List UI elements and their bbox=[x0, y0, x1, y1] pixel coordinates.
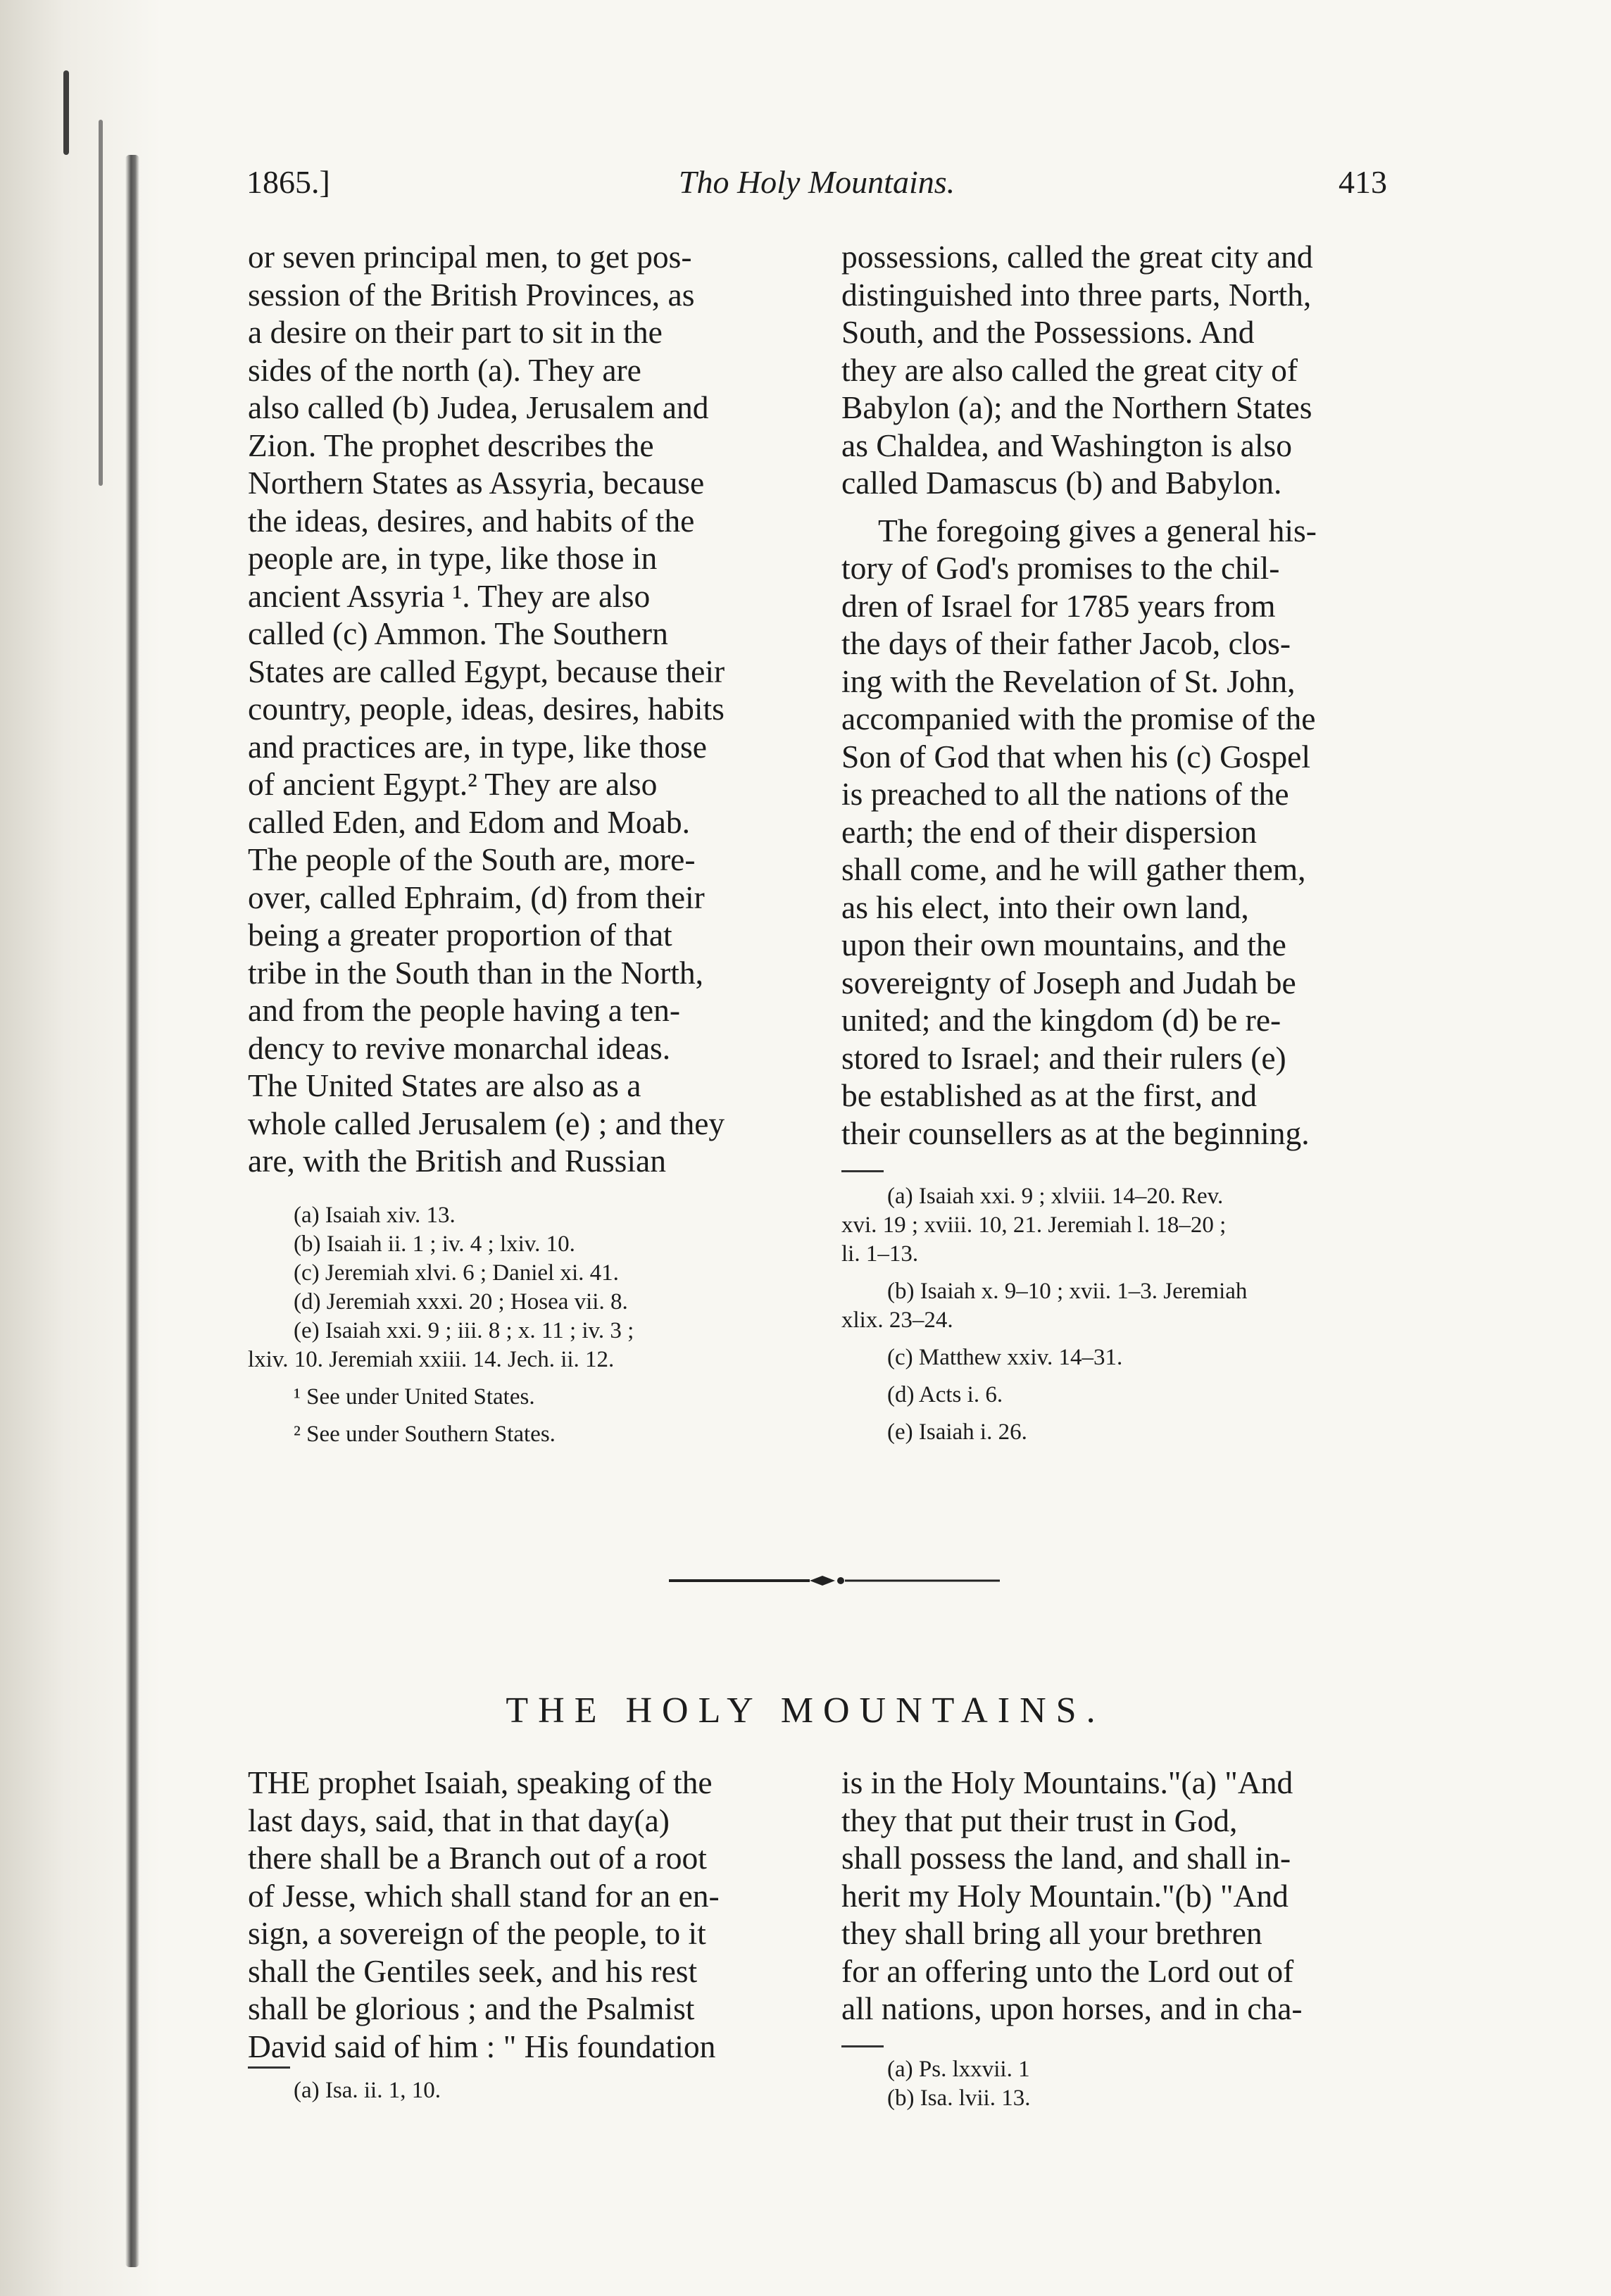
binding-mark bbox=[63, 70, 69, 155]
text-line: sovereignty of Joseph and Judah be bbox=[841, 964, 1296, 1000]
text-line: The foregoing gives a general his- bbox=[878, 512, 1317, 548]
text-line: David said of him : " His foundation bbox=[248, 2028, 716, 2064]
text-line: called (c) Ammon. The Southern bbox=[248, 615, 668, 651]
footnote: xvi. 19 ; xviii. 10, 21. Jeremiah l. 18–20 ; bbox=[841, 1212, 1227, 1238]
text-line: of ancient Egypt.² They are also bbox=[248, 766, 658, 802]
text-line: tory of God's promises to the chil- bbox=[841, 550, 1280, 586]
footnote: ² See under Southern States. bbox=[294, 1422, 556, 1447]
text-line: The people of the South are, more- bbox=[248, 841, 696, 877]
text-line: distinguished into three parts, North, bbox=[841, 276, 1312, 313]
text-line: shall the Gentiles seek, and his rest bbox=[248, 1952, 698, 1989]
footnote: lxiv. 10. Jeremiah xxiii. 14. Jech. ii. 12. bbox=[248, 1347, 615, 1372]
text-line: tribe in the South than in the North, bbox=[248, 954, 704, 991]
text-line: ing with the Revelation of St. John, bbox=[841, 663, 1296, 699]
text-line: country, people, ideas, desires, habits bbox=[248, 691, 725, 727]
text-line: upon their own mountains, and the bbox=[841, 927, 1286, 962]
text-line: or seven principal men, to get pos- bbox=[248, 239, 692, 275]
text-line: are, with the British and Russian bbox=[248, 1143, 666, 1179]
text-line: and from the people having a ten- bbox=[248, 992, 681, 1028]
text-line: called Eden, and Edom and Moab. bbox=[248, 803, 690, 840]
lower-footnotes-left bbox=[248, 2077, 818, 2106]
text-line: South, and the Possessions. And bbox=[841, 314, 1255, 350]
binding-shadow bbox=[125, 155, 139, 2267]
lower-left-column bbox=[248, 1764, 818, 2065]
text-line: is in the Holy Mountains."(a) "And bbox=[841, 1764, 1293, 1800]
upper-right-paragraph-1 bbox=[841, 238, 1405, 502]
upper-right-column bbox=[841, 238, 1405, 1152]
footnotes-right bbox=[841, 1183, 1405, 1448]
text-line: a desire on their part to sit in the bbox=[248, 314, 663, 350]
text-line: dren of Israel for 1785 years from bbox=[841, 587, 1276, 624]
text-line: earth; the end of their dispersion bbox=[841, 813, 1258, 850]
text-line: sides of the north (a). They are bbox=[248, 351, 641, 388]
section-divider-ornament bbox=[669, 1570, 1000, 1591]
footnote: (a) Isaiah xiv. 13. bbox=[294, 1203, 456, 1228]
text-line: united; and the kingdom (d) be re- bbox=[841, 1002, 1281, 1038]
text-line: they shall bring all your brethren bbox=[841, 1915, 1262, 1951]
text-line: Son of God that when his (c) Gospel bbox=[841, 738, 1310, 774]
text-line: the ideas, desires, and habits of the bbox=[248, 502, 695, 539]
text-line: and practices are, in type, like those bbox=[248, 728, 707, 765]
text-line: as his elect, into their own land, bbox=[841, 889, 1249, 925]
text-line: THE prophet Isaiah, speaking of the bbox=[248, 1764, 713, 1800]
text-line: for an offering unto the Lord out of bbox=[841, 1952, 1294, 1989]
text-line: called Damascus (b) and Babylon. bbox=[841, 465, 1282, 501]
text-line: stored to Israel; and their rulers (e) bbox=[841, 1039, 1286, 1076]
text-line: as Chaldea, and Washington is also bbox=[841, 427, 1292, 463]
running-header bbox=[246, 163, 1387, 213]
upper-left-column bbox=[248, 238, 818, 1180]
footnote: li. 1–13. bbox=[841, 1241, 919, 1267]
footnote: xlix. 23–24. bbox=[841, 1307, 953, 1333]
text-line: Babylon (a); and the Northern States bbox=[841, 389, 1312, 425]
text-line: they that put their trust in God, bbox=[841, 1802, 1238, 1838]
lower-right-column bbox=[841, 1764, 1405, 2028]
text-line: their counsellers as at the beginning. bbox=[841, 1115, 1310, 1151]
text-line: session of the British Provinces, as bbox=[248, 276, 695, 313]
text-line: the days of their father Jacob, clos- bbox=[841, 625, 1291, 661]
text-line: also called (b) Judea, Jerusalem and bbox=[248, 389, 709, 425]
text-line: of Jesse, which shall stand for an en- bbox=[248, 1877, 720, 1914]
upper-left-paragraph bbox=[248, 238, 818, 1180]
text-line: sign, a sovereign of the people, to it bbox=[248, 1915, 706, 1951]
lower-footnotes-right bbox=[841, 2056, 1405, 2114]
text-line: they are also called the great city of bbox=[841, 351, 1298, 388]
text-line: last days, said, that in that day(a) bbox=[248, 1802, 670, 1838]
footnote: (d) Acts i. 6. bbox=[887, 1382, 1003, 1407]
footnote: (a) Isaiah xxi. 9 ; xlviii. 14–20. Rev. bbox=[887, 1184, 1224, 1209]
text-line: ancient Assyria ¹. They are also bbox=[248, 577, 651, 614]
footnotes-left bbox=[248, 1202, 818, 1450]
text-line: being a greater proportion of that bbox=[248, 917, 672, 953]
footnote: (a) Isa. ii. 1, 10. bbox=[294, 2078, 441, 2103]
footnote: (b) Isaiah x. 9–10 ; xvii. 1–3. Jeremiah bbox=[887, 1279, 1248, 1304]
text-line: whole called Jerusalem (e) ; and they bbox=[248, 1105, 725, 1141]
text-line: accompanied with the promise of the bbox=[841, 701, 1316, 736]
text-line: shall come, and he will gather them, bbox=[841, 851, 1306, 887]
footnote: (c) Jeremiah xlvi. 6 ; Daniel xi. 41. bbox=[294, 1260, 619, 1286]
text-line: Zion. The prophet describes the bbox=[248, 427, 654, 463]
footnote: (a) Ps. lxxvii. 1 bbox=[887, 2057, 1030, 2082]
text-line: States are called Egypt, because their bbox=[248, 653, 725, 689]
text-line: Northern States as Assyria, because bbox=[248, 465, 705, 501]
footnote-rule bbox=[248, 2066, 290, 2069]
text-line: dency to revive monarchal ideas. bbox=[248, 1029, 671, 1066]
text-line: people are, in type, like those in bbox=[248, 540, 658, 576]
footnote: ¹ See under United States. bbox=[294, 1384, 535, 1410]
text-line: possessions, called the great city and bbox=[841, 239, 1313, 275]
footnote: (e) Isaiah i. 26. bbox=[887, 1419, 1027, 1445]
text-line: shall be glorious ; and the Psalmist bbox=[248, 1990, 695, 2026]
upper-right-paragraph-2 bbox=[841, 512, 1405, 1153]
footnote-rule bbox=[841, 2045, 884, 2047]
footnote: (c) Matthew xxiv. 14–31. bbox=[887, 1345, 1123, 1370]
text-line: be established as at the first, and bbox=[841, 1077, 1258, 1113]
text-line: is preached to all the nations of the bbox=[841, 776, 1289, 812]
text-line: over, called Ephraim, (d) from their bbox=[248, 879, 705, 915]
binding-thread bbox=[99, 120, 103, 486]
footnote: (b) Isa. lvii. 13. bbox=[887, 2085, 1031, 2111]
page-number: 413 bbox=[1339, 164, 1387, 200]
footnote: (e) Isaiah xxi. 9 ; iii. 8 ; x. 11 ; iv. 3 ; bbox=[294, 1318, 634, 1343]
text-line: The United States are also as a bbox=[248, 1067, 641, 1103]
text-line: there shall be a Branch out of a root bbox=[248, 1840, 707, 1876]
footnote-rule bbox=[841, 1170, 884, 1172]
text-line: herit my Holy Mountain."(b) "And bbox=[841, 1877, 1289, 1914]
footnote: (d) Jeremiah xxxi. 20 ; Hosea vii. 8. bbox=[294, 1289, 628, 1315]
text-line: all nations, upon horses, and in cha- bbox=[841, 1990, 1303, 2026]
header-year: 1865.] bbox=[246, 164, 330, 200]
text-line: shall possess the land, and shall in- bbox=[841, 1840, 1291, 1876]
footnote: (b) Isaiah ii. 1 ; iv. 4 ; lxiv. 10. bbox=[294, 1231, 575, 1257]
header-running-title: Tho Holy Mountains. bbox=[678, 164, 955, 200]
section-title: THE HOLY MOUNTAINS. bbox=[506, 1690, 1105, 1731]
